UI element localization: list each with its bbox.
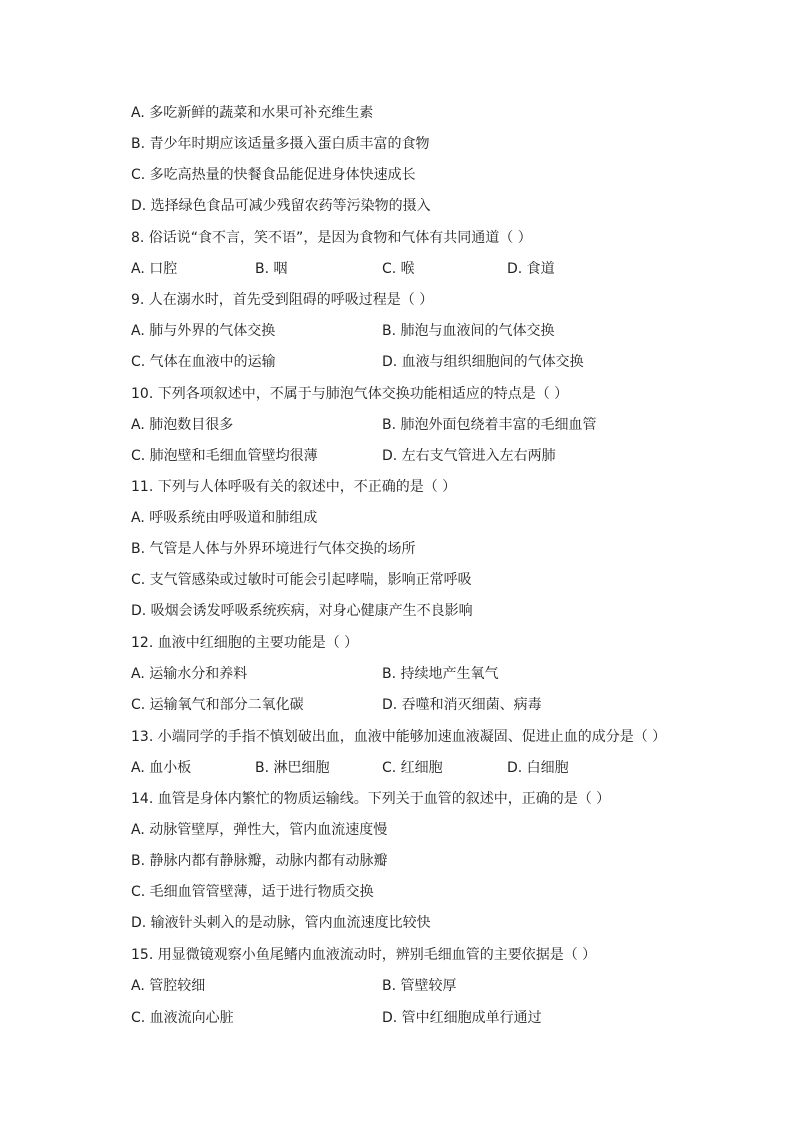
q12-option-c: C. 运输氧气和部分二氧化碳: [131, 697, 304, 713]
q8-option-a: A. 口腔: [131, 261, 178, 277]
q12-options-row1: [131, 664, 731, 684]
q7-option-c: C. 多吃高热量的快餐食品能促进身体快速成长: [131, 167, 416, 183]
q11-option-c: C. 支气管感染或过敏时可能会引起哮喘，影响正常呼吸: [131, 572, 472, 588]
q12-option-d: D. 吞噬和消灭细菌、病毒: [382, 697, 542, 713]
q9-option-c: C. 气体在血液中的运输: [131, 354, 276, 370]
q10-option-c: C. 肺泡壁和毛细血管壁均很薄: [131, 448, 318, 464]
q13-stem: 13. 小端同学的手指不慎划破出血，血液中能够加速血液凝固、促进止血的成分是（ ）: [131, 729, 667, 745]
q9-option-b: B. 肺泡与血液间的气体交换: [382, 323, 555, 339]
q11-option-d: D. 吸烟会诱发呼吸系统疾病，对身心健康产生不良影响: [131, 603, 473, 619]
q15-option-b: B. 管壁较厚: [382, 978, 457, 994]
q15-stem: 15. 用显微镜观察小鱼尾鳍内血液流动时，辨别毛细血管的主要依据是（ ）: [131, 947, 597, 963]
q9-stem: 9. 人在溺水时，首先受到阻碍的呼吸过程是（ ）: [131, 292, 434, 308]
q9-option-d: D. 血液与组织细胞间的气体交换: [382, 354, 584, 370]
q9-option-a: A. 肺与外界的气体交换: [131, 323, 276, 339]
q11-stem: 11. 下列与人体呼吸有关的叙述中，不正确的是（ ）: [131, 479, 457, 495]
q12-option-b: B. 持续地产生氧气: [382, 666, 499, 682]
q11-option-b: B. 气管是人体与外界环境进行气体交换的场所: [131, 541, 416, 557]
q13-option-c: C. 红细胞: [382, 760, 443, 776]
q15-options-row2: [131, 1008, 731, 1028]
q10-option-d: D. 左右支气管进入左右两肺: [382, 448, 556, 464]
q10-option-a: A. 肺泡数目很多: [131, 417, 234, 433]
q10-options-row1: [131, 415, 731, 435]
q12-stem: 12. 血液中红细胞的主要功能是（ ）: [131, 635, 359, 651]
q8-option-b: B. 咽: [255, 261, 288, 277]
q14-option-a: A. 动脉管壁厚，弹性大，管内血流速度慢: [131, 822, 388, 838]
q14-stem: 14. 血管是身体内繁忙的物质运输线。下列关于血管的叙述中，正确的是（ ）: [131, 791, 611, 807]
q7-option-d: D. 选择绿色食品可减少残留农药等污染物的摄入: [131, 198, 431, 214]
q7-option-a: A. 多吃新鲜的蔬菜和水果可补充维生素: [131, 105, 374, 121]
q8-option-d: D. 食道: [507, 261, 555, 277]
q10-options-row2: [131, 446, 731, 466]
q9-options-row2: [131, 352, 731, 372]
q7-option-b: B. 青少年时期应该适量多摄入蛋白质丰富的食物: [131, 136, 430, 152]
q13-option-a: A. 血小板: [131, 760, 192, 776]
q15-option-a: A. 管腔较细: [131, 978, 206, 994]
q11-option-a: A. 呼吸系统由呼吸道和肺组成: [131, 510, 318, 526]
q12-options-row2: [131, 695, 731, 715]
q8-option-c: C. 喉: [382, 261, 415, 277]
q12-option-a: A. 运输水分和养料: [131, 666, 248, 682]
q8-options: [131, 259, 731, 279]
q8-stem: 8. 俗话说“食不言，笑不语”，是因为食物和气体有共同通道（ ）: [131, 230, 532, 246]
q9-options-row1: [131, 321, 731, 341]
q10-stem: 10. 下列各项叙述中，不属于与肺泡气体交换功能相适应的特点是（ ）: [131, 386, 569, 402]
q13-option-d: D. 白细胞: [507, 760, 569, 776]
q15-options-row1: [131, 976, 731, 996]
q14-option-b: B. 静脉内都有静脉瓣，动脉内都有动脉瓣: [131, 853, 388, 869]
q15-option-d: D. 管中红细胞成单行通过: [382, 1010, 542, 1026]
q14-option-c: C. 毛细血管管壁薄，适于进行物质交换: [131, 884, 374, 900]
q14-option-d: D. 输液针头刺入的是动脉，管内血流速度比较快: [131, 915, 431, 931]
q15-option-c: C. 血液流向心脏: [131, 1010, 234, 1026]
q13-options: [131, 758, 731, 778]
q13-option-b: B. 淋巴细胞: [255, 760, 330, 776]
q10-option-b: B. 肺泡外面包绕着丰富的毛细血管: [382, 417, 597, 433]
